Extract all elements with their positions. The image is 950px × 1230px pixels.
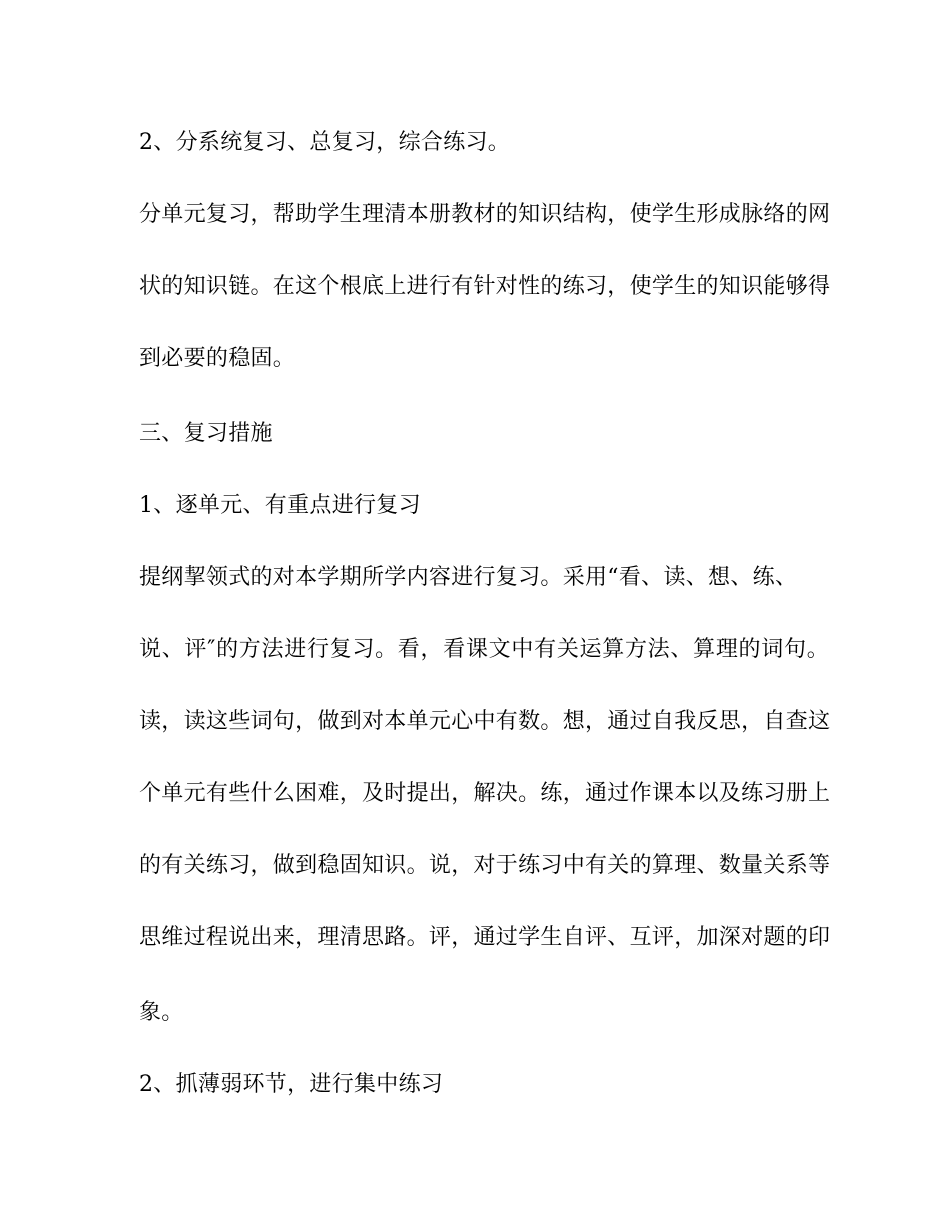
subsection-heading: 1、逐单元、有重点进行复习 xyxy=(139,493,421,518)
paragraph-line: 的有关练习，做到稳固知识。说，对于练习中有关的算理、数量关系等 xyxy=(139,853,831,878)
paragraph-line: 到必要的稳固。 xyxy=(139,346,296,371)
paragraph-line: 读，读这些词句，做到对本单元心中有数。想，通过自我反思，自查这 xyxy=(139,709,831,734)
paragraph-line: 提纲挈领式的对本学期所学内容进行复习。采用“看、读、想、练、 xyxy=(139,565,798,590)
section-heading: 三、复习措施 xyxy=(139,421,273,446)
paragraph-line: 状的知识链。在这个根底上进行有针对性的练习，使学生的知识能够得 xyxy=(139,274,831,299)
section-item-2-heading: 2、分系统复习、总复习，综合练习。 xyxy=(139,130,511,155)
subsection-heading: 2、抓薄弱环节，进行集中练习 xyxy=(139,1072,444,1097)
paragraph-line: 象。 xyxy=(139,1000,184,1025)
paragraph-line: 说、评″的方法进行复习。看，看课文中有关运算方法、算理的词句。 xyxy=(139,637,829,662)
paragraph-line: 思维过程说出来，理清思路。评，通过学生自评、互评，加深对题的印 xyxy=(139,925,831,950)
paragraph-line: 分单元复习，帮助学生理清本册教材的知识结构，使学生形成脉络的网 xyxy=(139,202,831,227)
paragraph-line: 个单元有些什么困难，及时提出，解决。练，通过作课本以及练习册上 xyxy=(139,781,831,806)
